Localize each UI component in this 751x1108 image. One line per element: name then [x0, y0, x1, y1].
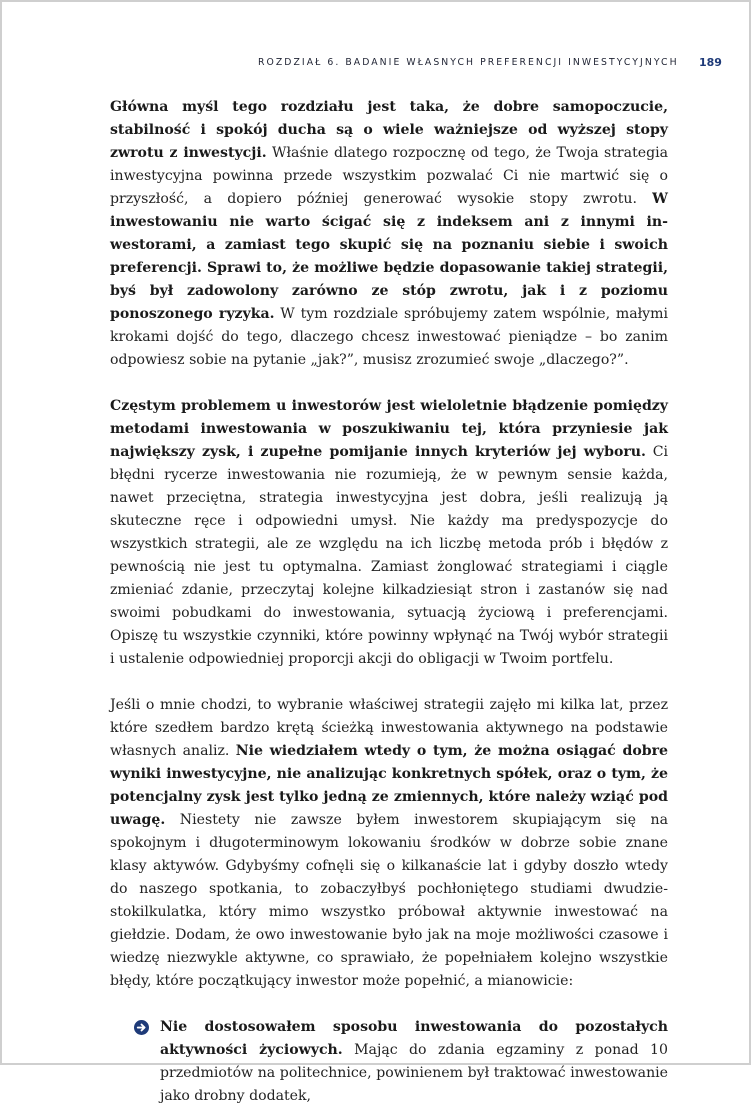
chapter-title: ROZDZIAŁ 6. BADANIE WŁASNYCH PREFERENCJI INWESTYCYJNYCH — [258, 57, 679, 68]
arrow-right-circle-icon — [134, 1020, 149, 1035]
page-number: 189 — [699, 56, 722, 69]
paragraph-2 — [110, 395, 668, 671]
plain-text: W tym rozdziale spróbujemy zatem wspólnie, małymi krokami dojść do tego, dlaczego chcesz inwestować pieniądze – bo zanim odpowiesz sobie na pytanie „jak?”, musisz zrozumieć swoje „dlaczego?”. — [110, 306, 668, 368]
paragraph-3 — [110, 694, 668, 993]
list-item — [110, 1016, 668, 1108]
emphasis-text: Nie wiedziałem wtedy o tym, że można osiągać dobre wyniki inwestycyjne, nie analizując konkretnych spółek, oraz o tym, że potencjalny zysk jest tylko jedną ze zmiennych, które należy wziąć pod uwagę. — [110, 743, 669, 828]
plain-text: Mając do zdania egzaminy z ponad 10 przedmiotów na politechnice, powinienem był traktować inwestowanie jako drobny dodatek, — [160, 1042, 668, 1104]
plain-text: Jeśli o mnie chodzi, to wybranie właściwej strategii zajęło mi kilka lat, przez które szedłem bardzo krętą ścieżką inwestowania aktywnego na podstawie własnych analiz. — [110, 697, 668, 759]
emphasis-text: Główna myśl tego rozdziału jest taka, że dobre samopoczucie, stabilność i spokój ducha są o wiele ważniejsze od wyższej stopy zwrotu z inwestycji. — [110, 99, 668, 161]
body-text — [110, 96, 668, 1108]
running-header — [2, 57, 749, 73]
plain-text: Niestety nie zawsze byłem inwestorem skupiającym się na spokojnym i długoterminowym lokowaniu środków w dobrze sobie znane klasy aktywów. Gdybyśmy cofnęli się o kilkanaście lat i gdyby doszło wtedy do naszego spotkania, to zobaczyłbyś pochłoniętego studiami dwudziestokilkulatka, który mimo wszystko próbował aktywnie inwestować na giełdzie. Dodam, że owo inwestowanie było jak na moje możliwości czasowe i wiedzę niezwykle aktywne, co sprawiało, że popełniałem kolejno wszystkie błędy, które początkujący inwestor może popełnić, a mianowicie: — [110, 812, 668, 989]
emphasis-text: W inwestowaniu nie warto ścigać się z indeksem ani z innymi inwestorami, a zamiast tego skupić się na poznaniu siebie i swoich preferencji. Sprawi to, że możliwe będzie dopasowanie takiej strategii, byś był zadowolony zarówno ze stóp zwrotu, jak i z poziomu ponoszonego ryzyka. — [110, 191, 668, 322]
mistakes-list — [110, 1016, 668, 1108]
plain-text: Właśnie dlatego rozpocznę od tego, że Twoja strategia inwestycyjna powinna przede wszystkim pozwalać Ci nie martwić się o przyszłość, a dopiero później generować wysokie stopy zwrotu. — [110, 145, 669, 207]
emphasis-text: Nie dostosowałem sposobu inwestowania do pozostałych aktywności życiowych. — [160, 1019, 668, 1058]
emphasis-text: Częstym problemem u inwestorów jest wieloletnie błądzenie pomiędzy metodami inwestowania w poszukiwaniu tej, która przyniesie jak największy zysk, i zupełne pomijanie innych kryteriów jej wyboru. — [110, 398, 668, 460]
paragraph-1 — [110, 96, 668, 372]
plain-text: Ci błędni rycerze inwestowania nie rozumieją, że w pewnym sensie każda, nawet przeciętna, strategia inwestycyjna jest dobra, jeśli realizują ją skuteczne ręce i odpowiedni umysł. Nie każdy ma predyspozycje do wszystkich strategii, ale ze względu na ich liczbę metoda prób i błędów z pewnością nie jest tu optymalna. Zamiast żonglować strategiami i ciągle zmieniać zdanie, przeczytaj kolejne kilkadziesiąt stron i zastanów się nad swoimi pobudkami do inwestowania, sytuacją życiową i preferencjami. Opiszę tu wszystkie czynniki, które powinny wpłynąć na Twój wybór strategii i ustalenie odpowiedniej proporcji akcji do obligacji w Twoim portfelu. — [110, 444, 668, 667]
